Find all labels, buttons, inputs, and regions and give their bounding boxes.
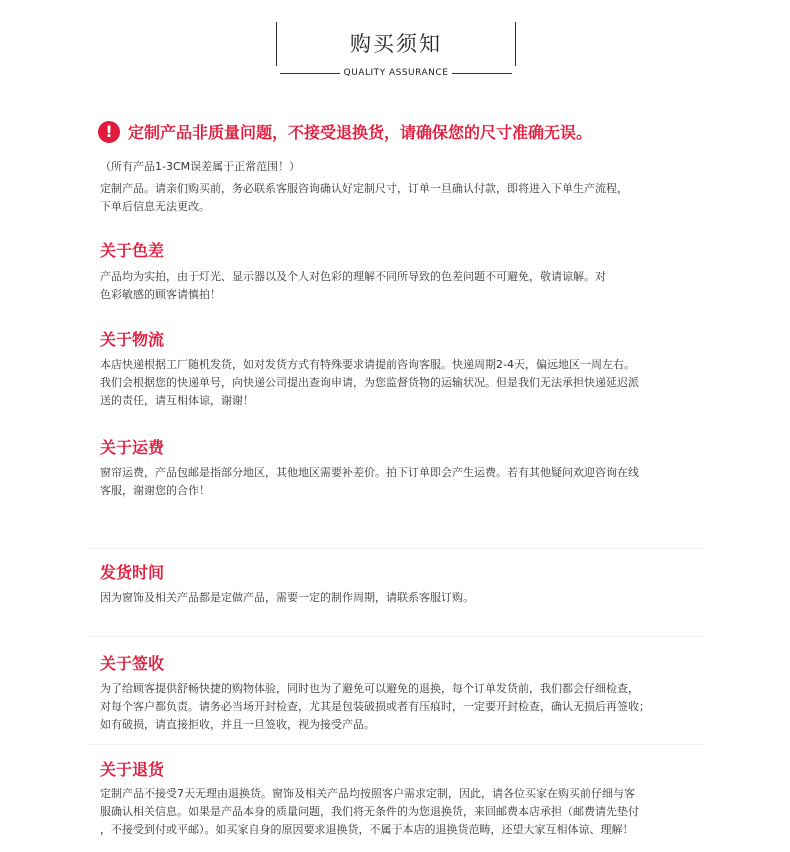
intro-line: 定制产品。请亲们购买前，务必联系客服咨询确认好定制尺寸，订单一旦确认付款，即将进入下单生产流程， — [100, 182, 628, 195]
section-line: ，不接受到付或平邮）。如买家自身的原因要求退换货，不属于本店的退换货范畴，还望大家互相体谅、理解！ — [100, 823, 634, 836]
warning-text: 定制产品非质量问题，不接受退换货，请确保您的尺寸准确无误。 — [128, 123, 593, 142]
section-heading-logistics: 关于物流 — [100, 330, 165, 349]
intro-paragraph — [100, 158, 700, 216]
section-heading-returns: 关于退货 — [100, 760, 165, 779]
section-heading-shipping-fee: 关于运费 — [100, 438, 165, 457]
intro-line: （所有产品1-3CM误差属于正常范围！） — [100, 160, 301, 173]
section-divider — [88, 744, 704, 745]
section-line: 如有破损，请直接拒收，并且一旦签收，视为接受产品。 — [100, 718, 375, 731]
exclamation-icon: ! — [98, 121, 120, 143]
section-line: 我们会根据您的快递单号，向快递公司提出查询申请，为您监督货物的运输状况。但是我们无法承担快递延迟派 — [100, 376, 639, 389]
section-line: 窗帘运费，产品包邮是指部分地区，其他地区需要补差价。拍下订单即会产生运费。若有其他疑问欢迎咨询在线 — [100, 466, 639, 479]
warning-banner — [98, 120, 592, 143]
subtitle-line-left — [280, 73, 340, 74]
section-body-returns — [100, 785, 700, 839]
section-body-sign-for — [100, 680, 700, 734]
section-body-logistics — [100, 356, 700, 410]
section-line: 为了给顾客提供舒畅快捷的购物体验，同时也为了避免可以避免的退换，每个订单发货前，我们都会仔细检查， — [100, 682, 639, 695]
section-line: 因为窗饰及相关产品都是定做产品，需要一定的制作周期，请联系客服订购。 — [100, 591, 474, 604]
subtitle-line-right — [452, 73, 512, 74]
section-line: 产品均为实拍，由于灯光、显示器以及个人对色彩的理解不同所导致的色差问题不可避免，敬请谅解。对 — [100, 270, 606, 283]
section-body-delivery-time — [100, 589, 700, 607]
section-heading-color-difference: 关于色差 — [100, 241, 165, 260]
header-subtitle-row — [276, 66, 516, 80]
section-line: 对每个客户都负责。请务必当场开封检查，尤其是包装破损或者有压痕时，一定要开封检查，确认无损后再签收； — [100, 700, 650, 713]
page-title: 购买须知 — [350, 32, 442, 56]
section-line: 送的责任，请互相体谅，谢谢！ — [100, 394, 254, 407]
section-line: 定制产品不接受7天无理由退换货。窗饰及相关产品均按照客户需求定制，因此，请各位买家在购买前仔细与客 — [100, 787, 635, 800]
section-line: 本店快递根据工厂随机发货，如对发货方式有特殊要求请提前咨询客服。快递周期2-4天，偏远地区一周左右。 — [100, 358, 635, 371]
section-line: 色彩敏感的顾客请慎拍！ — [100, 288, 221, 301]
section-body-shipping-fee — [100, 464, 700, 500]
section-line: 服确认相关信息。如果是产品本身的质量问题，我们将无条件的为您退换货，来回邮费本店承担（邮费请先垫付 — [100, 805, 639, 818]
section-heading-sign-for: 关于签收 — [100, 654, 165, 673]
section-heading-delivery-time: 发货时间 — [100, 563, 165, 582]
page-header — [276, 22, 516, 80]
page-subtitle: QUALITY ASSURANCE — [343, 68, 449, 78]
section-line: 客服，谢谢您的合作！ — [100, 484, 210, 497]
section-divider — [88, 636, 704, 637]
section-divider — [88, 548, 704, 549]
intro-line: 下单后信息无法更改。 — [100, 200, 210, 213]
section-body-color-difference — [100, 268, 700, 304]
